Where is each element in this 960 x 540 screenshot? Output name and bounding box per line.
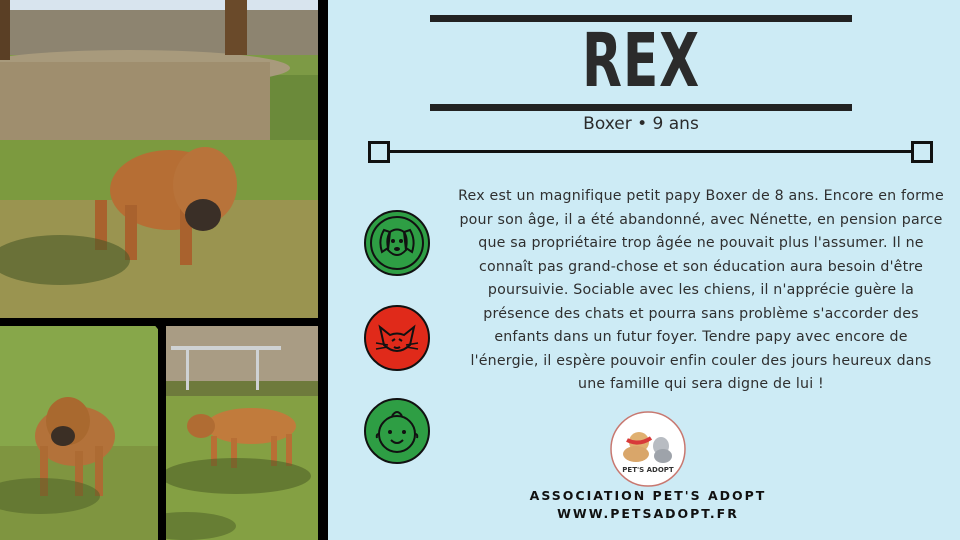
dog-name-title: REX [582,18,700,104]
divider-square-left [368,141,390,163]
divider-square-right [911,141,933,163]
divider-line [378,150,922,153]
dog-photo-main [0,0,318,318]
dog-description: Rex est un magnifique petit papy Boxer de 8 ans. Encore en forme pour son âge, il a été abandonné, avec Nénette, en pension parce que sa propriétaire trop âgée ne pouvait plus l'assumer. Il ne connaît pas grand-chose et son éducation aura besoin d'être poursuivie. Sociable avec les chiens, il n'apprécie guère la présence des chats et pourra sans problème s'accorder des enfants dans un futur foyer. Tendre papy avec encore de l'énergie, il espère pouvoir enfin couler des jours heureux dans une famille qui sera digne de lui ! [458,188,944,392]
dog-face-icon [364,210,430,276]
info-panel [328,0,960,540]
pets-adopt-logo [609,410,687,488]
association-name: ASSOCIATION PET'S ADOPT [529,488,767,503]
svg-text:PET'S ADOPT: PET'S ADOPT [622,466,674,474]
dog-photo-secondary [0,326,158,540]
dog-breed-age: Boxer • 9 ans [583,114,699,134]
baby-face-icon [364,398,430,464]
cat-face-icon [364,305,430,371]
title-bottom-bar [430,104,852,111]
dog-photo-walking [166,326,318,540]
website-link[interactable]: WWW.PETSADOPT.FR [557,506,739,521]
